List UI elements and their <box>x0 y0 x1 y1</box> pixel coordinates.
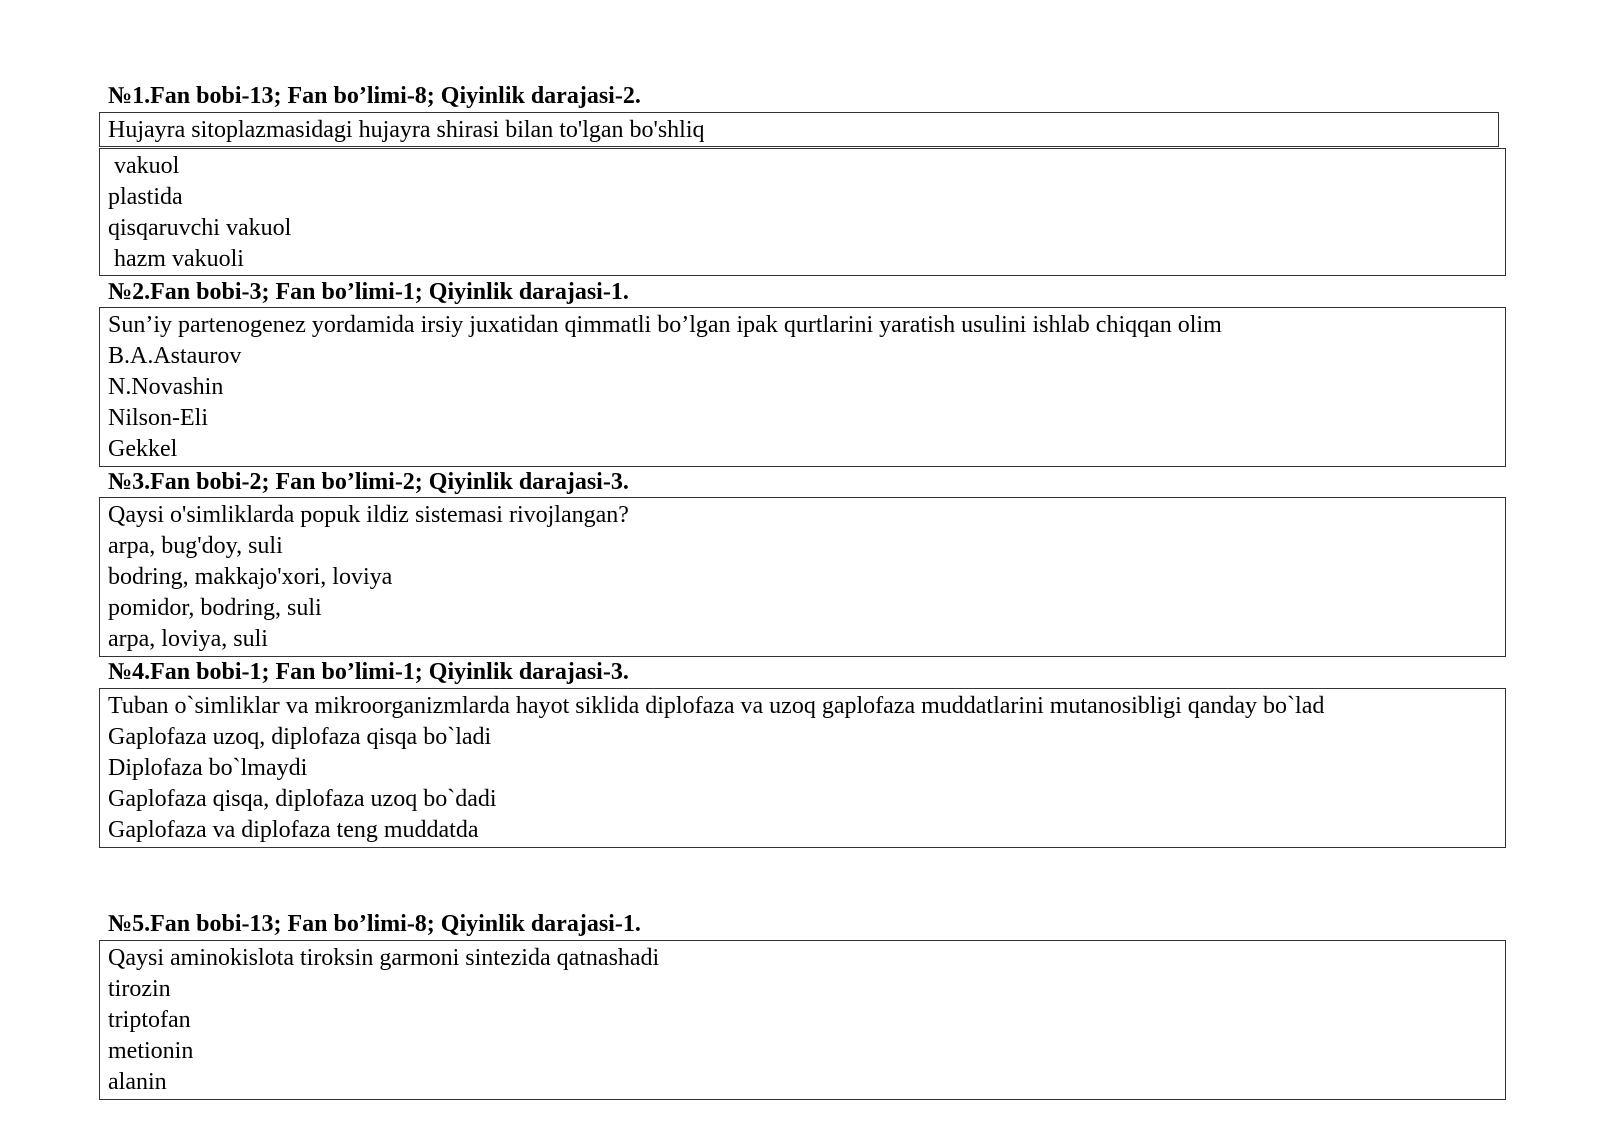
question-3-text: Qaysi o'simliklarda popuk ildiz sistemasi rivojlangan? <box>108 502 629 528</box>
question-4-option-2: Diplofaza bo`lmaydi <box>108 755 308 781</box>
question-4-box <box>99 688 1506 848</box>
question-5-text: Qaysi aminokislota tiroksin garmoni sintezida qatnashadi <box>108 945 660 971</box>
question-3-heading: №3.Fan bobi-2; Fan bo’limi-2; Qiyinlik darajasi-3. <box>108 469 629 495</box>
question-1-option-1: vakuol <box>114 153 180 179</box>
question-2-box <box>99 307 1506 467</box>
question-3-option-4: arpa, loviya, suli <box>108 626 268 652</box>
question-5-option-1: tirozin <box>108 976 171 1002</box>
question-4-option-1: Gaplofaza uzoq, diplofaza qisqa bo`ladi <box>108 724 492 750</box>
question-1-option-3: qisqaruvchi vakuol <box>108 215 292 241</box>
question-3-box <box>99 497 1506 657</box>
question-2-text: Sun’iy partenogenez yordamida irsiy juxatidan qimmatli bo’lgan ipak qurtlarini yaratish usulini ishlab chiqqan olim <box>108 312 1222 338</box>
question-4-option-3: Gaplofaza qisqa, diplofaza uzoq bo`dadi <box>108 786 497 812</box>
question-2-option-1: B.A.Astaurov <box>108 343 242 369</box>
question-1-heading: №1.Fan bobi-13; Fan bo’limi-8; Qiyinlik darajasi-2. <box>108 83 641 109</box>
question-4-option-4: Gaplofaza va diplofaza teng muddatda <box>108 817 479 843</box>
question-1-text-box <box>99 112 1499 147</box>
question-2-option-2: N.Novashin <box>108 374 224 400</box>
question-5-heading: №5.Fan bobi-13; Fan bo’limi-8; Qiyinlik darajasi-1. <box>108 911 641 937</box>
question-3-option-3: pomidor, bodring, suli <box>108 595 322 621</box>
question-2-option-4: Gekkel <box>108 436 178 462</box>
question-5-option-2: triptofan <box>108 1007 191 1033</box>
question-5-option-3: metionin <box>108 1038 194 1064</box>
question-1-option-4: hazm vakuoli <box>114 246 244 272</box>
question-5-option-4: alanin <box>108 1069 167 1095</box>
question-4-heading: №4.Fan bobi-1; Fan bo’limi-1; Qiyinlik darajasi-3. <box>108 659 629 685</box>
question-2-option-3: Nilson-Eli <box>108 405 208 431</box>
question-1-options-box <box>99 148 1506 276</box>
question-3-option-2: bodring, makkajo'xori, loviya <box>108 564 393 590</box>
question-1-text: Hujayra sitoplazmasidagi hujayra shirasi bilan to'lgan bo'shliq <box>108 117 705 143</box>
question-5-box <box>99 940 1506 1100</box>
question-3-option-1: arpa, bug'doy, suli <box>108 533 283 559</box>
question-4-text: Tuban o`simliklar va mikroorganizmlarda hayot siklida diplofaza va uzoq gaplofaza muddatlarini mutanosibligi qanday bo`lad <box>108 693 1325 719</box>
question-2-heading: №2.Fan bobi-3; Fan bo’limi-1; Qiyinlik darajasi-1. <box>108 279 629 305</box>
question-1-option-2: plastida <box>108 184 183 210</box>
